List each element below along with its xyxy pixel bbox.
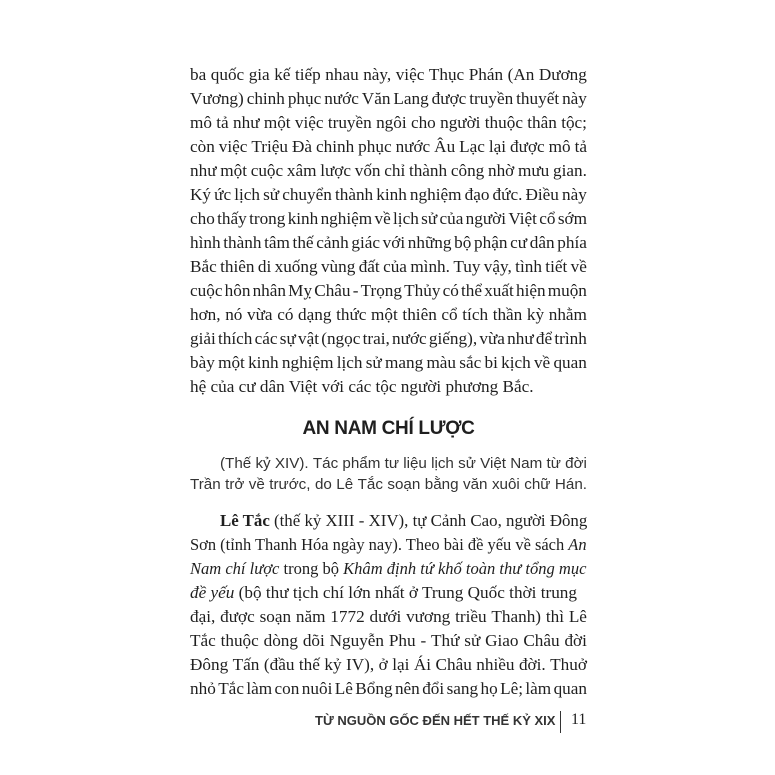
p2-line: Sơn (tỉnh Thanh Hóa ngày nay). Theo bài đề yếu về sách An [190,535,587,554]
word: đạo [464,185,490,204]
word: (Thế [220,455,252,472]
word: bi [484,353,498,372]
p2-line: Nam chí lược trong bộ Khâm định tứ khố toàn thư tổng mục [190,559,587,578]
word: xâm [286,161,317,180]
word: dạng [298,305,332,324]
word: việc [294,113,324,132]
word: chinh [316,137,355,156]
word: đổi [422,679,445,698]
word: sử [365,353,382,372]
p1-line [190,64,587,86]
word: hôn [224,281,251,300]
word: sử [421,209,438,228]
word: thích [218,329,253,348]
word: làm [246,679,273,698]
word: phục [287,89,322,108]
word: kinh [376,185,407,204]
word: dân [529,233,555,252]
word: cư [510,233,528,252]
p1-line [190,352,587,374]
word: cổ [539,209,556,228]
p1-line [190,184,587,206]
word: cuộc [190,281,223,300]
word: Giao [485,631,519,650]
word: quan [553,353,587,372]
word: còn [190,137,215,156]
word: muộn [547,281,587,300]
word: Thanh) [491,607,542,626]
word: di [257,257,272,276]
p1-line: hệ của cư dân Việt với các tộc người phương Bắc. [190,377,534,396]
word: Tác [312,455,339,472]
word: cho [190,209,215,228]
word: phận [474,233,508,252]
footer-divider [560,711,561,733]
word: của [383,257,407,276]
p1-line [190,136,587,158]
section-title: AN NAM CHÍ LƯỢC [302,418,475,439]
word: ở [378,655,388,674]
word: nuôi [301,679,333,698]
word: Việt [508,209,537,228]
word: hình [190,233,221,252]
word: về [374,209,391,228]
word: năm [295,607,326,626]
word: ức [214,185,232,204]
word: như [507,329,534,348]
word: màu [426,353,457,372]
word: lịch [336,353,363,372]
word: truyền [327,113,372,132]
word: tâm [264,233,290,252]
word: văn [463,476,488,493]
word: sự [279,329,296,348]
word: về [570,257,587,276]
word: chuyển [282,185,332,204]
word: Điều [525,185,559,204]
word: thành [334,185,374,204]
word: Bổng [355,679,393,698]
word: người [465,209,507,228]
word: thiên [402,305,437,324]
word: ngôi [376,113,407,132]
p2-line [190,678,587,700]
word: một [218,353,245,372]
word: dõi [302,631,325,650]
word: làm [525,679,552,698]
word: đất [358,257,380,276]
word: sắc [459,353,482,372]
word: tư [384,455,399,472]
word: phẩm [342,455,381,472]
running-title: TỪ NGUỒN GỐC ĐẾN HẾT THẾ KỶ XIX [315,713,556,728]
word: sử [464,631,481,650]
word: quan [553,679,587,698]
word: Ái [413,655,432,674]
word: một [263,113,291,132]
word: vật [298,329,319,348]
word: nhân [252,281,286,300]
word: mô [190,113,212,132]
word: đời. [518,655,546,674]
word: (đầu [263,655,295,674]
p1-line [190,88,587,110]
word: của [439,209,464,228]
word: (ngọc [321,329,361,348]
word: tích [462,305,489,324]
word: như [233,113,260,132]
word: kinh [248,353,279,372]
definition-line [220,454,587,474]
word: người [440,113,481,132]
word: bộ [454,233,472,252]
word: một [371,305,398,324]
word: hơn, [190,305,221,324]
word: - [352,281,359,300]
word: nhằm [548,305,587,324]
word: Lê; [500,679,523,698]
word: từ [546,455,561,472]
word: con [274,679,300,698]
word: một [220,161,247,180]
word: về [533,353,551,372]
word: vậy, [483,257,512,276]
word: Ký [190,185,212,204]
word: công [450,161,485,180]
word: thành [408,161,448,180]
word: sử [263,185,280,204]
word: nghiệm [320,209,373,228]
word: 1772 [330,607,365,626]
word: Hán. [554,476,587,493]
word: IV), [346,655,375,674]
word: Tuy [453,257,481,276]
word: Thuở [550,655,587,674]
word: thân [527,113,557,132]
word: trong [249,209,286,228]
word: kỳ [526,305,545,324]
word: hiện [515,281,546,300]
p1-line [190,112,587,134]
word: Âu [434,137,456,156]
word: Việt [480,455,506,472]
p1-line [190,304,587,326]
word: cuộc [250,161,284,180]
word: Mỵ [288,281,313,300]
word: này [562,185,587,204]
word: nhờ [487,161,515,180]
word: nước [392,329,427,348]
word: lược [320,161,351,180]
word: kỷ [324,655,342,674]
word: nhiều [476,655,515,674]
word: soạn [387,476,421,493]
word: nước [395,137,431,156]
word: bày [190,353,215,372]
word: trai, [362,329,390,348]
word: được [431,89,467,108]
word: quốc [210,65,245,84]
word: trước, [269,476,311,493]
word: để [535,329,553,348]
word: Bắc [190,257,217,276]
word: thiên [220,257,255,276]
word: Thục [428,65,465,84]
word: được [220,607,255,626]
definition-line [190,475,587,495]
word: Phán [468,65,504,84]
word: mưu [517,161,550,180]
word: tả [574,137,587,156]
word: với [382,233,406,252]
word: Lê [568,607,587,626]
page-number: 11 [571,711,587,728]
word: thế [298,655,320,674]
word: vừa [247,305,273,324]
word: cảnh [316,233,349,252]
word: lại [392,655,410,674]
word: do [314,476,332,493]
word: nhỏ [190,679,216,698]
word: giải [190,329,216,348]
word: Vương) [190,89,244,108]
word: thì [545,607,564,626]
word: vừa [479,329,505,348]
word: sớm [557,209,587,228]
word: Trần [190,476,221,493]
p1-line [190,256,587,278]
word: Tắc [357,476,383,493]
word: tả [216,113,229,132]
p2-line [190,654,587,676]
word: Dương [538,65,587,84]
word: mang [385,353,424,372]
word: các [254,329,278,348]
word: giếng), [428,329,478,348]
word: thuộc [220,631,259,650]
word: thấy [217,209,247,228]
word: đức. [492,185,523,204]
word: Lạc [459,137,485,156]
word: thuyết [516,89,560,108]
word: phía [557,233,587,252]
word: được [510,137,545,156]
word: xuống [274,257,318,276]
word: thuộc [484,113,523,132]
word: - [420,631,427,650]
word: vương [406,607,451,626]
word: trình [554,329,587,348]
word: thần [492,305,523,324]
word: Lê [336,476,354,493]
word: tộc; [561,113,587,132]
word: trở [225,476,245,493]
word: nước [324,89,359,108]
word: triều [455,607,487,626]
word: Tấn [232,655,260,674]
word: dưới [369,607,402,626]
word: soạn [259,607,292,626]
word: nên [394,679,420,698]
word: sang [446,679,479,698]
p2-line: Lê Tắc (thế kỷ XIII - XIV), tự Cảnh Cao, người Đông [220,511,588,530]
word: lịch [431,455,454,472]
word: Tắc [218,679,244,698]
word: việc [395,65,425,84]
word: tình [515,257,542,276]
word: Phu [388,631,416,650]
word: đời [565,455,587,472]
word: họ [480,679,498,698]
word: thế [292,233,314,252]
word: cổ [441,305,458,324]
p2-line [190,630,587,652]
p2-line: đề yếu (bộ thư tịch chí lớn nhất ở Trung Quốc thời trung [190,583,577,602]
word: như [190,161,217,180]
word: đời [564,631,587,650]
word: việc [218,137,248,156]
word: Lang [393,89,429,108]
word: vốn [354,161,381,180]
word: kỷ [255,455,271,472]
p1-line [190,328,587,350]
word: đại, [190,607,216,626]
word: Thủy [404,281,441,300]
word: có [442,281,459,300]
word: Đà [292,137,313,156]
word: kế [274,65,291,84]
word: có [277,305,294,324]
word: xuất [484,281,514,300]
word: nghiệm [281,353,334,372]
word: (An [507,65,535,84]
word: xuôi [491,476,520,493]
word: chữ [524,476,551,493]
p1-line [190,160,587,182]
word: kịch [501,353,531,372]
word: Trọng [360,281,402,300]
p1-line [190,208,587,230]
word: Thứ [431,631,460,650]
word: lịch [234,185,260,204]
word: Nguyễn [329,631,385,650]
word: thức [336,305,367,324]
word: Châu [523,631,560,650]
word: Đông [190,655,229,674]
word: thể [461,281,483,300]
p1-line [190,280,587,302]
word: Tắc [190,631,216,650]
word: nghiệm [409,185,462,204]
word: ba [190,65,207,84]
word: nhau [325,65,359,84]
word: thành [223,233,262,252]
word: giác [351,233,380,252]
p1-line [190,232,587,254]
word: vùng [320,257,356,276]
word: mình. [410,257,450,276]
word: Châu [435,655,472,674]
word: cho [410,113,436,132]
word: những [407,233,452,252]
word: liệu [403,455,427,472]
word: tiếp [294,65,321,84]
word: kinh [287,209,319,228]
word: sử [458,455,476,472]
author-name: Lê Tắc [220,511,270,530]
word: nó [225,305,243,324]
word: chỉ [384,161,406,180]
p2-line [190,606,587,628]
word: dòng [263,631,298,650]
word: này [562,89,587,108]
word: lại [488,137,507,156]
word: về [248,476,265,493]
word: tiết [545,257,568,276]
word: Châu [314,281,351,300]
word: gia [248,65,270,84]
word: Nam [510,455,543,472]
word: này, [363,65,392,84]
word: chinh [246,89,285,108]
word: gian. [552,161,587,180]
word: bằng [424,476,459,493]
word: Triệu [251,137,289,156]
word: lịch [393,209,419,228]
word: Văn [361,89,391,108]
word: truyền [469,89,514,108]
word: mô [548,137,571,156]
word: phục [358,137,392,156]
word: XIV). [274,455,309,472]
word: Lê [334,679,353,698]
